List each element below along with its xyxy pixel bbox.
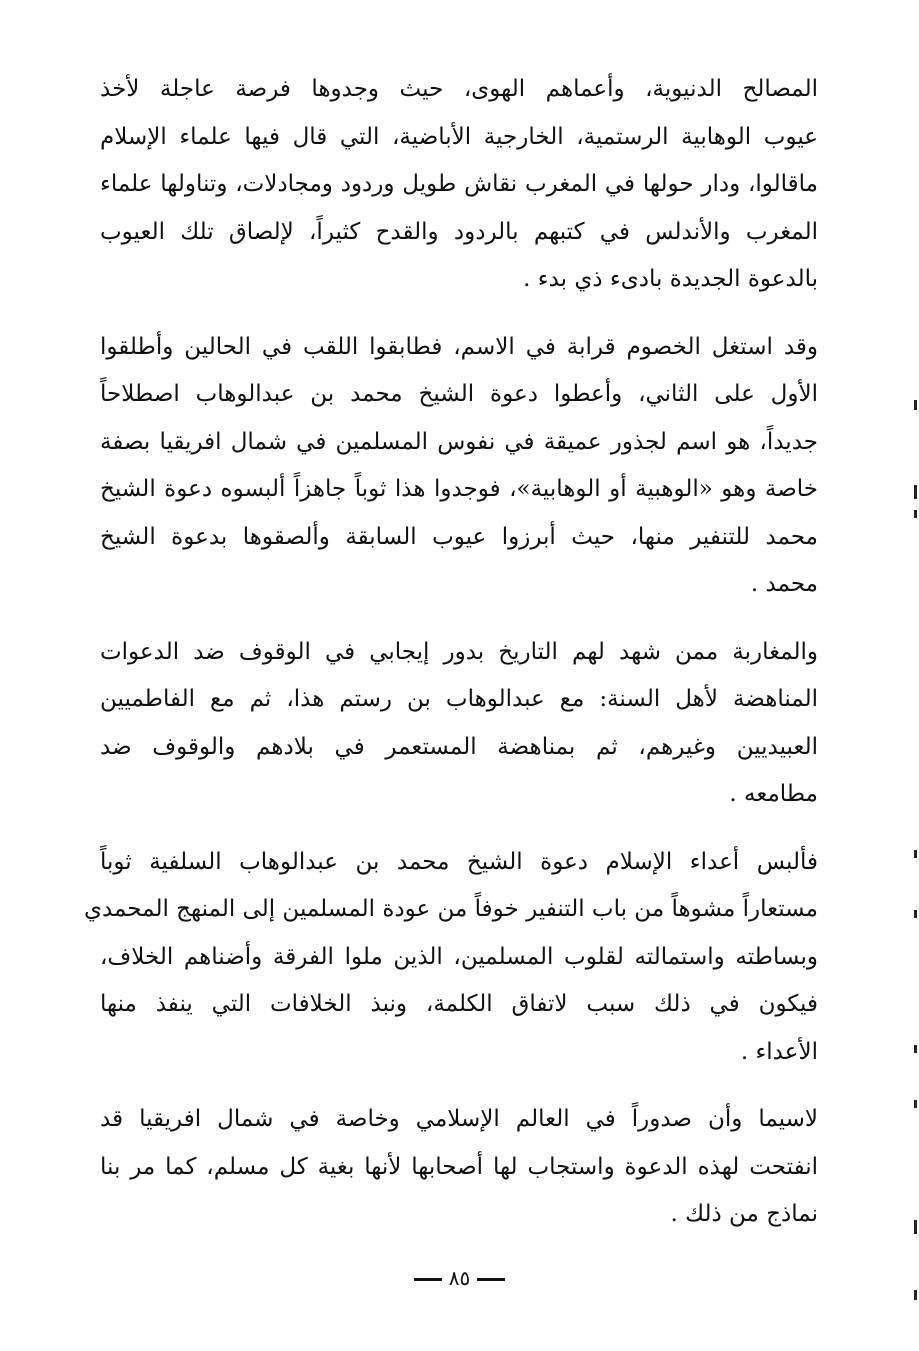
text-line: فيكون في ذلك سبب لاتفاق الكلمة، ونبذ الخلافات التي ينفذ منها	[100, 991, 818, 1017]
text-line: وقد استغل الخصوم قرابة في الاسم، فطابقوا اللقب في الحالين وأطلقوا	[100, 333, 818, 360]
text-line: الأعداء .	[740, 1038, 818, 1065]
text-line: المصالح الدنيوية، وأعماهم الهوى، حيث وجدوها فرصة عاجلة لأخذ	[100, 76, 818, 102]
paragraph-3	[100, 629, 818, 819]
page-number-dash-left	[414, 1278, 442, 1281]
scan-edge-mark	[914, 485, 917, 499]
scan-edge-mark	[914, 1220, 917, 1234]
text-line: فألبس أعداء الإسلام دعوة الشيخ محمد بن عبدالوهاب السلفية ثوباً	[100, 848, 818, 875]
scan-edge-mark	[914, 400, 917, 410]
page-number-text: ٨٥	[448, 1266, 471, 1290]
text-line: ماقالوا، ودار حولها في المغرب نقاش طويل وردود ومجادلات، وتناولها علماء	[100, 171, 818, 197]
text-line: المناهضة لأهل السنة: مع عبدالوهاب بن رستم هذا، ثم مع الفاطميين	[100, 686, 818, 712]
text-line: انفتحت لهذه الدعوة واستجاب لها أصحابها لأنها بغية كل مسلم، كما مر بنا	[100, 1153, 818, 1180]
text-line: المغرب والأندلس في كتبهم بالردود والقدح كثيراً، لإلصاق تلك العيوب	[100, 218, 818, 245]
text-line: جديداً، هو اسم لجذور عميقة في نفوس المسلمين في شمال افريقيا بصفة	[100, 428, 818, 455]
text-line: نماذج من ذلك .	[670, 1201, 818, 1227]
paragraph-1	[100, 66, 818, 304]
scan-edge-mark	[914, 1290, 917, 1300]
paragraph-4	[83, 839, 818, 1077]
text-line: مطامعه .	[729, 781, 818, 807]
body-text	[83, 66, 818, 1259]
page-number	[0, 1264, 919, 1292]
text-line: مستعاراً مشوهاً من باب التنفير خوفاً من عودة المسلمين إلى المنهج المحمدي	[83, 896, 818, 922]
scan-edge-mark	[914, 850, 917, 858]
text-line: الأول على الثاني، وأعطوا دعوة الشيخ محمد بن عبدالوهاب اصطلاحاً	[100, 381, 818, 407]
paragraph-5	[100, 1096, 818, 1239]
scan-edge-mark	[914, 1100, 917, 1108]
scan-edge-mark	[914, 510, 917, 518]
text-line: بالدعوة الجديدة بادىء ذي بدء .	[523, 266, 818, 292]
paragraph-2	[100, 324, 818, 609]
scan-edge-mark	[914, 910, 917, 918]
text-line: خاصة وهو «الوهبية أو الوهابية»، فوجدوا هذا ثوباً جاهزاً ألبسوه دعوة الشيخ	[100, 476, 818, 502]
page-number-dash-right	[477, 1278, 505, 1281]
text-line: محمد للتنفير منها، حيث أبرزوا عيوب السابقة وألصقوها بدعوة الشيخ	[100, 523, 818, 550]
text-line: وبساطته واستمالته لقلوب المسلمين، الذين ملوا الفرقة وأضناهم الخلاف،	[100, 943, 818, 970]
text-line: محمد .	[750, 571, 818, 597]
scan-edge-mark	[914, 1045, 917, 1053]
text-line: عيوب الوهابية الرستمية، الخارجية الأباضية، التي قال فيها علماء الإسلام	[100, 123, 818, 150]
text-line: العبيديين وغيرهم، ثم بمناهضة المستعمر في بلادهم والوقوف ضد	[100, 733, 818, 760]
text-line: لاسيما وأن صدوراً في العالم الإسلامي وخاصة في شمال افريقيا قد	[100, 1106, 818, 1132]
text-line: والمغاربة ممن شهد لهم التاريخ بدور إيجابي في الوقوف ضد الدعوات	[100, 638, 818, 665]
